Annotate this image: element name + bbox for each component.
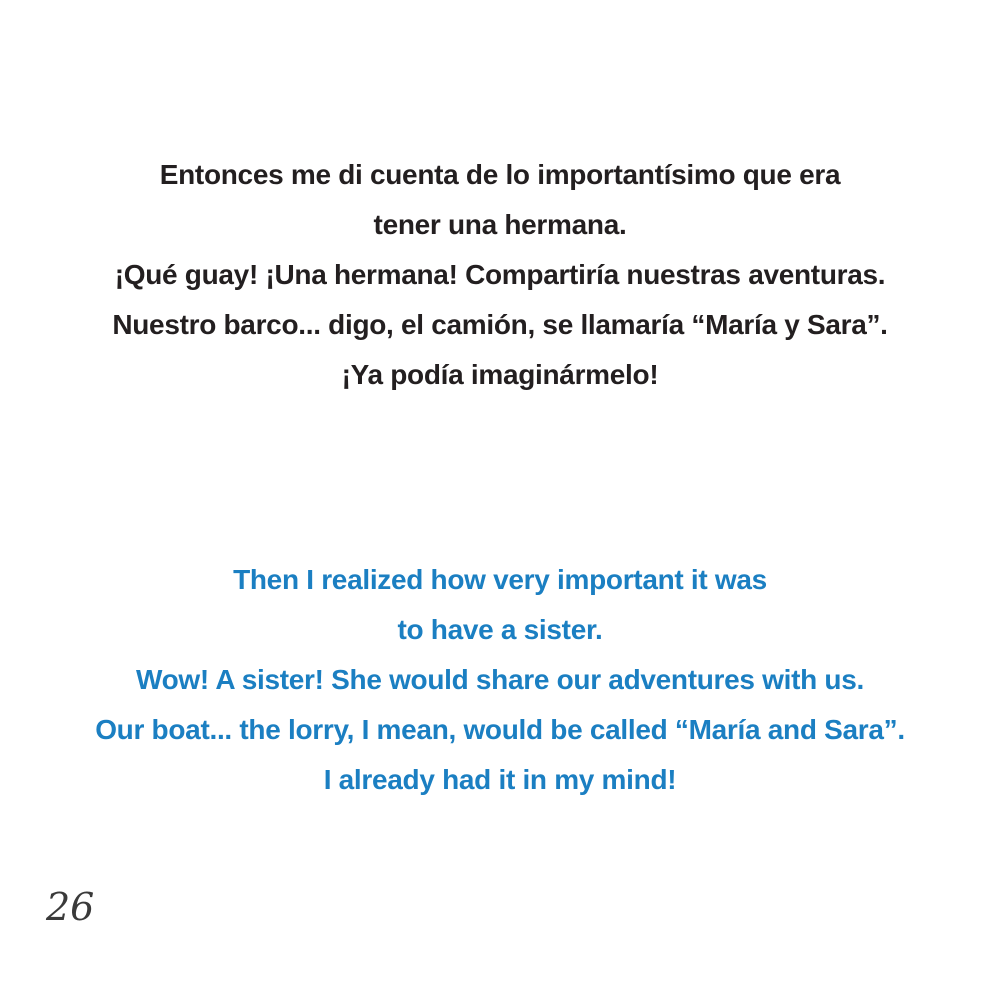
- english-line: Our boat... the lorry, I mean, would be called “María and Sara”.: [95, 714, 905, 745]
- english-translation-text: [0, 555, 1000, 805]
- spanish-line: tener una hermana.: [373, 209, 627, 240]
- page-number: 26: [46, 885, 95, 929]
- spanish-line: Nuestro barco... digo, el camión, se llamaría “María y Sara”.: [112, 309, 888, 340]
- spanish-text: [0, 150, 1000, 400]
- spanish-line: ¡Qué guay! ¡Una hermana! Compartiría nuestras aventuras.: [114, 259, 886, 290]
- english-line: Then I realized how very important it was: [233, 564, 767, 595]
- english-line: I already had it in my mind!: [323, 764, 677, 795]
- english-line: Wow! A sister! She would share our adventures with us.: [135, 664, 864, 695]
- spanish-line: Entonces me di cuenta de lo importantísimo que era: [159, 159, 841, 190]
- spanish-line: ¡Ya podía imaginármelo!: [341, 359, 659, 390]
- english-line: to have a sister.: [397, 614, 603, 645]
